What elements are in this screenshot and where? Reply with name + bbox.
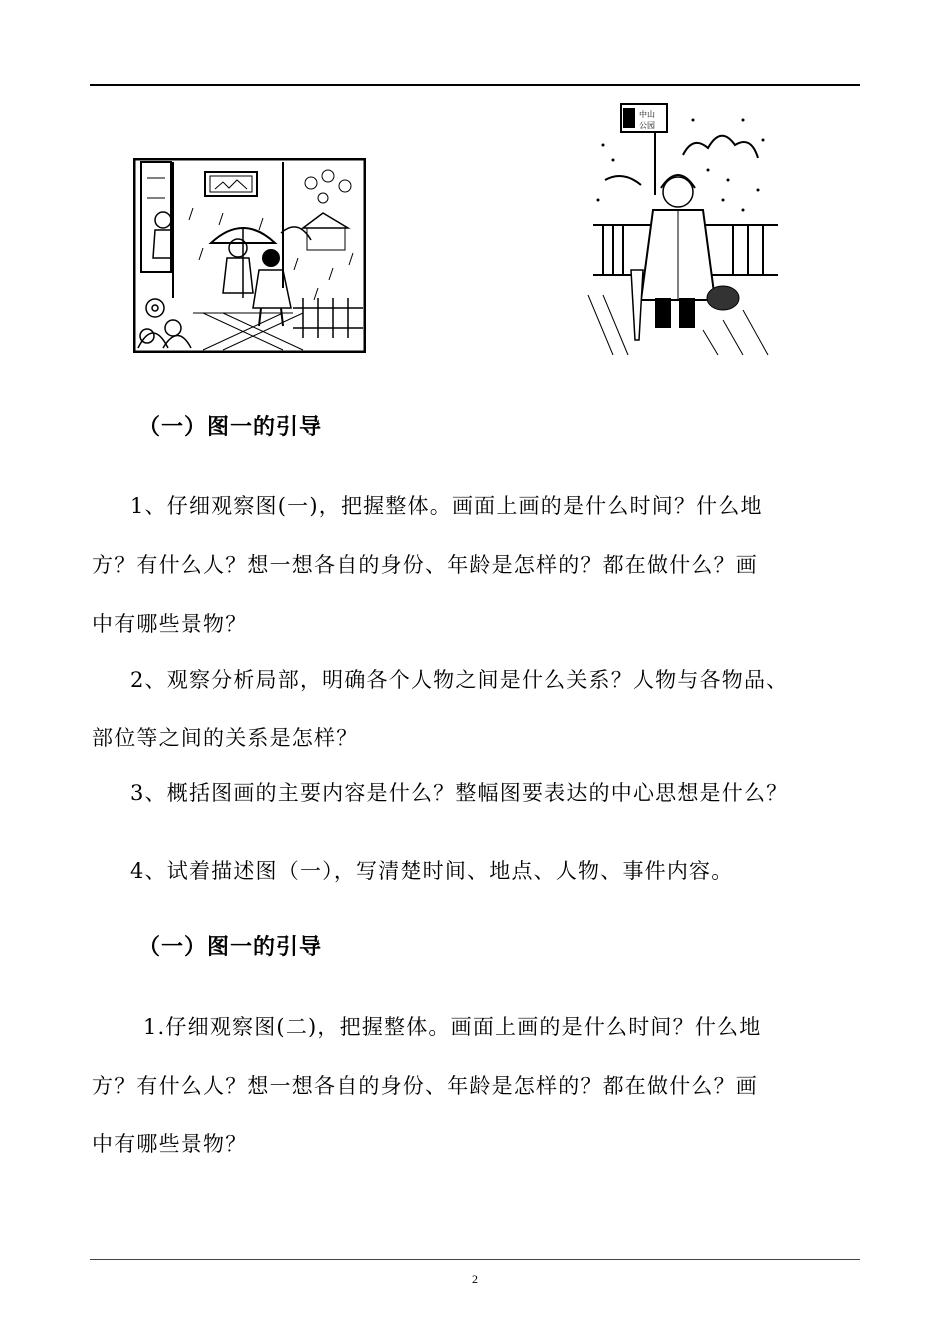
paragraph-1-line-2: 方？有什么人？想一想各自的身份、年龄是怎样的？都在做什么？画 <box>92 553 758 577</box>
paragraph-1-line-1: 1、仔细观察图(一)，把握整体。画面上画的是什么时间？什么地 <box>130 494 763 518</box>
paragraph-1-line-3: 中有哪些景物？ <box>92 612 248 636</box>
section-heading-2: （一）图一的引导 <box>138 935 323 960</box>
sign-text-line2: 公园 <box>639 121 655 130</box>
paragraph-5-line-3: 中有哪些景物？ <box>92 1132 248 1156</box>
footer-rule <box>90 1259 860 1260</box>
paragraph-5-line-2: 方？有什么人？想一想各自的身份、年龄是怎样的？都在做什么？画 <box>92 1074 758 1098</box>
header-rule <box>90 84 860 86</box>
illustration-children-in-rain <box>133 158 366 353</box>
section-heading-1: （一）图一的引导 <box>138 415 323 440</box>
paragraph-4: 4、试着描述图（一），写清楚时间、地点、人物、事件内容。 <box>130 859 734 883</box>
paragraph-5-line-1: 1.仔细观察图(二)，把握整体。画面上画的是什么时间？什么地 <box>143 1015 762 1039</box>
paragraph-2-line-2: 部位等之间的关系是怎样？ <box>92 726 359 750</box>
paragraph-3: 3、概括图画的主要内容是什么？整幅图要表达的中心思想是什么？ <box>130 781 789 805</box>
illustration-person-in-raincoat <box>583 100 778 362</box>
paragraph-2-line-1: 2、观察分析局部，明确各个人物之间是什么关系？人物与各物品、 <box>130 668 789 692</box>
page-number: 2 <box>472 1272 478 1286</box>
sign-text-line1: 中山 <box>639 110 655 119</box>
